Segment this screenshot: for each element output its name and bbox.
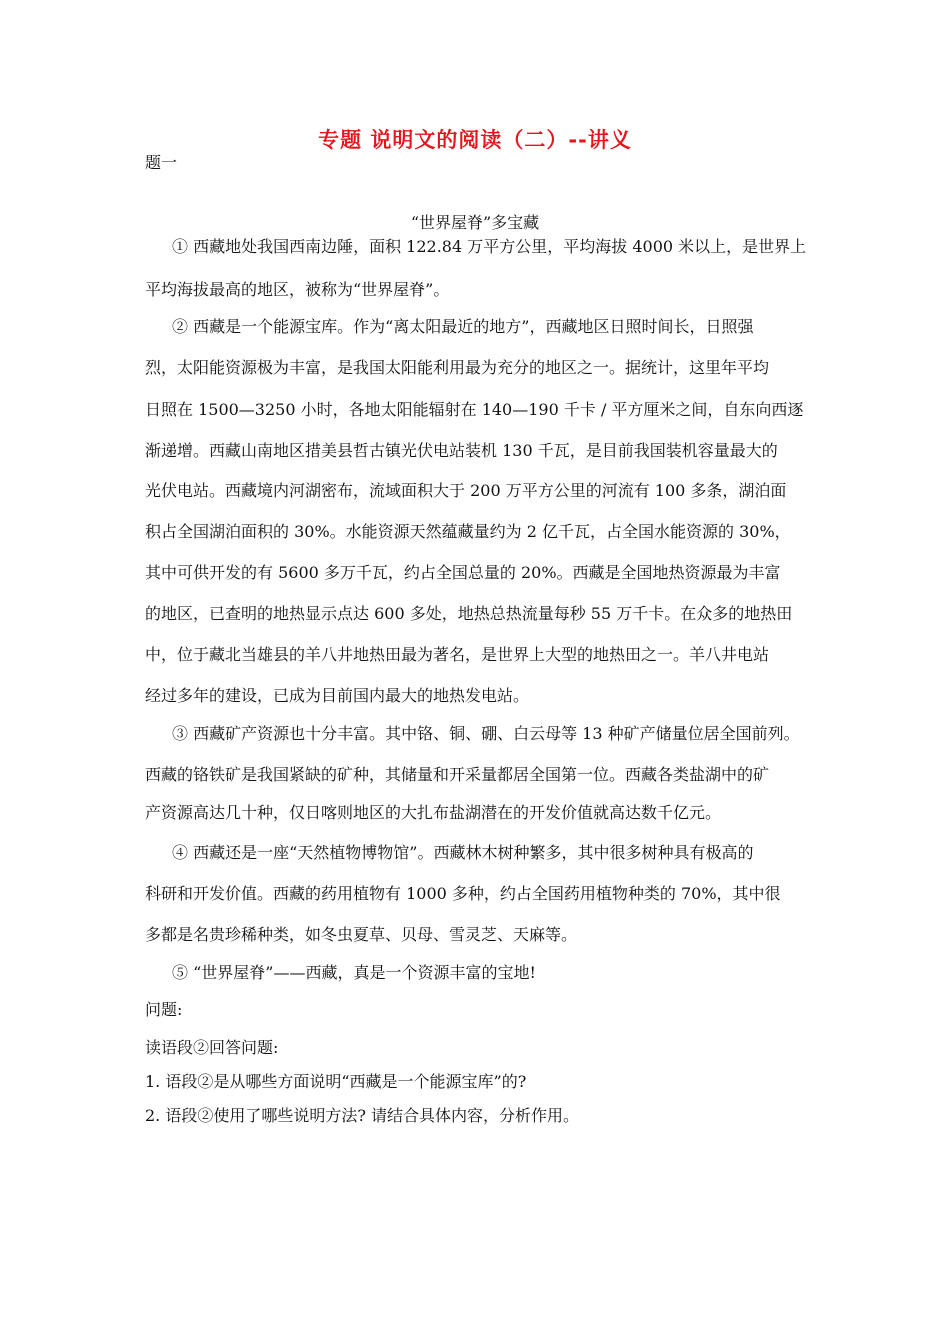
paragraph-line: 日照在 1500—3250 小时，各地太阳能辐射在 140—190 千卡 / 平方厘米之间，自东向西逐 — [145, 400, 804, 419]
section-label: 题一 — [145, 153, 178, 172]
questions-label: 问题: — [145, 1000, 183, 1019]
article-title: “世界屋脊”多宝藏 — [410, 213, 540, 232]
paragraph-line: ④ 西藏还是一座“天然植物博物馆”。西藏林木树种繁多，其中很多树种具有极高的 — [172, 843, 754, 862]
questions-intro: 读语段②回答问题: — [145, 1038, 279, 1057]
paragraph-line: ① 西藏地处我国西南边陲，面积 122.84 万平方公里，平均海拔 4000 米以上，是世界上 — [172, 237, 807, 256]
question-item: 1. 语段②是从哪些方面说明“西藏是一个能源宝库”的? — [145, 1072, 527, 1091]
paragraph-line: 西藏的铬铁矿是我国紧缺的矿种，其储量和开采量都居全国第一位。西藏各类盐湖中的矿 — [145, 765, 770, 784]
paragraph-line: 平均海拔最高的地区，被称为“世界屋脊”。 — [145, 280, 450, 299]
paragraph-line: 光伏电站。西藏境内河湖密布，流域面积大于 200 万平方公里的河流有 100 多条，湖泊面 — [145, 481, 787, 500]
paragraph-line: ⑤ “世界屋脊”——西藏，真是一个资源丰富的宝地! — [172, 963, 536, 982]
paragraph-line: 积占全国湖泊面积的 30%。水能资源天然蕴藏量约为 2 亿千瓦，占全国水能资源的 30%， — [145, 522, 791, 541]
paragraph-line: 的地区，已查明的地热显示点达 600 多处，地热总热流量每秒 55 万千卡。在众多的地热田 — [145, 604, 793, 623]
paragraph-line: 烈，太阳能资源极为丰富，是我国太阳能利用最为充分的地区之一。据统计，这里年平均 — [145, 358, 770, 377]
paragraph-line: 多都是名贵珍稀种类，如冬虫夏草、贝母、雪灵芝、天麻等。 — [145, 925, 578, 944]
paragraph-line: 产资源高达几十种，仅日喀则地区的大扎布盐湖潜在的开发价值就高达数千亿元。 — [145, 803, 722, 822]
paragraph-line: 其中可供开发的有 5600 多万千瓦，约占全国总量的 20%。西藏是全国地热资源最为丰富 — [145, 563, 781, 582]
paragraph-line: 中，位于藏北当雄县的羊八井地热田最为著名，是世界上大型的地热田之一。羊八井电站 — [145, 645, 770, 664]
document-title: 专题 说明文的阅读（二）--讲义 — [318, 128, 632, 152]
paragraph-line: ③ 西藏矿产资源也十分丰富。其中铬、铜、硼、白云母等 13 种矿产储量位居全国前列。 — [172, 724, 800, 743]
paragraph-line: ② 西藏是一个能源宝库。作为“离太阳最近的地方”，西藏地区日照时间长，日照强 — [172, 317, 754, 336]
paragraph-line: 渐递增。西藏山南地区措美县哲古镇光伏电站装机 130 千瓦，是目前我国装机容量最大的 — [145, 441, 778, 460]
paragraph-line: 科研和开发价值。西藏的药用植物有 1000 多种，约占全国药用植物种类的 70%，其中很 — [145, 884, 781, 903]
question-item: 2. 语段②使用了哪些说明方法? 请结合具体内容，分析作用。 — [145, 1106, 580, 1125]
paragraph-line: 经过多年的建设，已成为目前国内最大的地热发电站。 — [145, 686, 530, 705]
